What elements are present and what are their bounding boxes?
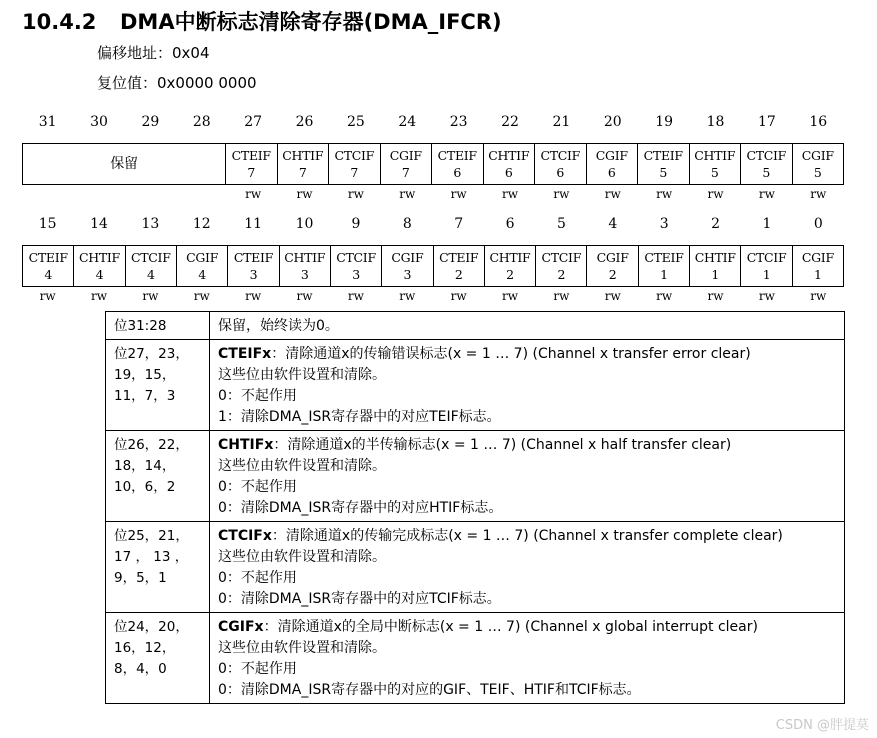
description-text: 这些位由软件设置和清除。 (218, 549, 386, 565)
bit-number: 1 (762, 216, 772, 232)
description-text: 0：不起作用 (218, 479, 297, 495)
table-row (106, 312, 845, 340)
description-line (218, 407, 838, 428)
access-type: rw (553, 187, 570, 201)
register-field (637, 144, 689, 184)
field-name: CGIF (389, 148, 422, 163)
field-channel: 6 (556, 165, 565, 180)
register-field (484, 246, 535, 286)
description-line (218, 365, 838, 386)
description-text: ：清除通道x的传输错误标志(x = 1 … 7) (Channel x transfer error clear) (271, 346, 751, 362)
register-field (125, 246, 176, 286)
description-line (218, 659, 838, 680)
bit-number: 22 (501, 114, 519, 130)
field-channel: 4 (146, 267, 155, 282)
table-row (106, 340, 845, 431)
reserved-field (23, 144, 225, 184)
access-type: rw (810, 289, 827, 303)
bit-number: 30 (90, 114, 108, 130)
field-channel: 5 (659, 165, 668, 180)
access-type: rw (553, 289, 570, 303)
access-type: rw (502, 187, 519, 201)
field-channel: 3 (403, 267, 412, 282)
register-field (483, 144, 535, 184)
reset-value: 复位值：0x0000 0000 (97, 74, 257, 92)
field-name: CHTIF (284, 250, 326, 265)
bit-range: 位27，23， (114, 346, 189, 362)
access-type (73, 187, 124, 201)
description-text: 0：不起作用 (218, 570, 297, 586)
description-line (218, 477, 838, 498)
bit-number: 16 (809, 114, 828, 130)
access-type: rw (399, 289, 416, 303)
access-type: rw (604, 187, 621, 201)
bit-number: 2 (711, 216, 721, 232)
access-type: rw (758, 289, 775, 303)
description-line (218, 638, 838, 659)
field-name: CTEIF (439, 250, 479, 265)
field-channel: 5 (813, 165, 822, 180)
description-line (218, 547, 838, 568)
bit-range: 位24，20， (114, 619, 189, 635)
bit-range: 19，15， (114, 367, 176, 383)
field-name: CTEIF (231, 148, 271, 163)
bottom-access-row (22, 289, 844, 303)
access-type: rw (810, 187, 827, 201)
bit-range: 9，5，1 (114, 570, 167, 586)
bit-range: 8，4，0 (114, 661, 167, 677)
description-cell (210, 340, 845, 431)
description-line (218, 498, 838, 519)
field-channel: 7 (298, 165, 307, 180)
field-name: CTEIF (233, 250, 273, 265)
register-field (279, 246, 330, 286)
bit-number: 25 (347, 114, 365, 130)
field-channel: 4 (44, 267, 52, 282)
access-type: rw (707, 187, 724, 201)
access-type: rw (193, 289, 210, 303)
bit-number: 4 (608, 216, 618, 232)
description-cell (210, 312, 845, 340)
register-field (73, 246, 124, 286)
description-cell (210, 613, 845, 704)
register-field (689, 246, 740, 286)
register-field (535, 246, 586, 286)
field-channel: 6 (453, 165, 462, 180)
table-row (106, 522, 845, 613)
bit-number: 0 (813, 216, 823, 232)
register-lower-half (22, 245, 844, 287)
field-name: 保留 (110, 155, 138, 172)
bit-number: 20 (603, 114, 622, 130)
description-line (218, 526, 838, 547)
field-name: CTCIF (746, 148, 787, 163)
field-name: CTEIF (643, 148, 683, 163)
description-cell (210, 522, 845, 613)
bit-number: 23 (449, 114, 468, 130)
description-line (218, 386, 838, 407)
bit-number: 24 (398, 114, 417, 130)
field-channel: 7 (350, 165, 359, 180)
register-field (227, 246, 278, 286)
bit-range-cell (106, 340, 210, 431)
bit-number: 10 (295, 216, 314, 232)
field-name: CGIF (391, 250, 424, 265)
bit-range: 17 ， 13 ， (114, 549, 189, 565)
access-type: rw (656, 289, 673, 303)
register-field (792, 246, 843, 286)
field-name: CTCIF (336, 250, 376, 265)
bit-range: 位26，22， (114, 437, 189, 453)
field-name: CTEIF (28, 250, 68, 265)
description-line (218, 617, 838, 638)
description-text: 0：不起作用 (218, 388, 297, 404)
access-type: rw (399, 187, 416, 201)
field-name: CTCIF (334, 148, 375, 163)
register-field (380, 144, 432, 184)
bit-range: 位31:28 (114, 318, 167, 334)
field-channel: 2 (506, 267, 514, 282)
description-text: ：清除通道x的半传输标志(x = 1 … 7) (Channel x half transfer clear) (273, 437, 732, 453)
access-type: rw (604, 289, 621, 303)
bit-range: 11，7，3 (114, 388, 176, 404)
register-field (381, 246, 432, 286)
description-text: 0：清除DMA_ISR寄存器中的对应HTIF标志。 (218, 500, 503, 516)
field-name: CGIF (801, 250, 834, 265)
description-text: 这些位由软件设置和清除。 (218, 458, 386, 474)
description-line (218, 456, 838, 477)
register-field (689, 144, 741, 184)
access-type: rw (502, 289, 519, 303)
register-field (23, 246, 73, 286)
bit-number: 9 (351, 216, 361, 232)
field-channel: 1 (762, 267, 771, 282)
bit-number: 7 (454, 216, 464, 232)
access-type: rw (450, 187, 467, 201)
bit-number: 19 (655, 114, 674, 130)
field-channel: 3 (352, 267, 360, 282)
register-field (586, 246, 637, 286)
access-type: rw (91, 289, 108, 303)
access-type: rw (296, 289, 313, 303)
bit-number: 18 (706, 114, 725, 130)
access-type: rw (347, 187, 364, 201)
register-field (792, 144, 844, 184)
register-field (638, 246, 689, 286)
bit-number: 11 (244, 216, 263, 232)
access-type: rw (245, 187, 262, 201)
register-field (433, 246, 484, 286)
bit-number: 14 (90, 216, 108, 232)
description-text: 保留，始终读为0。 (218, 318, 339, 334)
field-channel: 6 (607, 165, 616, 180)
field-name: CGIF (595, 148, 628, 163)
field-channel: 2 (454, 267, 463, 282)
access-type: rw (347, 289, 364, 303)
field-label: CTCIFx (218, 528, 272, 544)
watermark: CSDN @胖提莫 (775, 718, 869, 733)
field-channel: 5 (710, 165, 719, 180)
field-channel: 3 (300, 267, 309, 282)
field-name: CTEIF (437, 148, 477, 163)
access-type: rw (707, 289, 724, 303)
section-title: DMA中断标志清除寄存器(DMA_IFCR) (120, 10, 502, 34)
bit-description-table (105, 311, 845, 704)
register-field (740, 246, 791, 286)
bit-range-cell (106, 312, 210, 340)
field-channel: 2 (608, 267, 617, 282)
access-type: rw (245, 289, 262, 303)
bit-range: 18，14， (114, 458, 176, 474)
bit-number: 15 (38, 216, 57, 232)
register-field (176, 246, 227, 286)
register-field (330, 246, 381, 286)
section-heading (22, 6, 502, 36)
description-text: ：清除通道x的传输完成标志(x = 1 … 7) (Channel x transfer complete clear) (271, 528, 783, 544)
access-type: rw (39, 289, 56, 303)
bit-range: 16，12， (114, 640, 176, 656)
field-name: CHTIF (694, 250, 736, 265)
register-upper-half (22, 143, 844, 185)
register-field (740, 144, 792, 184)
table-row (106, 613, 845, 704)
field-name: CTEIF (644, 250, 684, 265)
field-label: CTEIFx (218, 346, 272, 362)
field-channel: 5 (762, 165, 771, 180)
field-name: CTCIF (130, 250, 171, 265)
description-text: ：清除通道x的全局中断标志(x = 1 … 7) (Channel x global interrupt clear) (263, 619, 758, 635)
field-name: CHTIF (488, 148, 530, 163)
top-access-row (22, 187, 844, 201)
bit-number: 28 (192, 114, 211, 130)
bit-number: 31 (38, 114, 57, 130)
bit-range: 位25，21， (114, 528, 189, 544)
access-type: rw (656, 187, 673, 201)
bit-number: 6 (505, 216, 515, 232)
description-line (218, 589, 838, 610)
description-line (218, 435, 838, 456)
access-type: rw (296, 187, 313, 201)
description-text: 0：不起作用 (218, 661, 297, 677)
top-bit-numbers (22, 114, 844, 130)
access-type (176, 187, 227, 201)
description-line (218, 568, 838, 589)
section-number: 10.4.2 (22, 10, 97, 34)
register-field (586, 144, 638, 184)
register-field (328, 144, 380, 184)
field-name: CTCIF (541, 250, 582, 265)
description-line (218, 316, 838, 337)
access-type (125, 187, 176, 201)
table-row (106, 431, 845, 522)
field-name: CTCIF (540, 148, 581, 163)
description-line (218, 680, 838, 701)
field-channel: 7 (247, 165, 256, 180)
field-channel: 2 (557, 267, 566, 282)
bit-range-cell (106, 613, 210, 704)
bit-range-cell (106, 522, 210, 613)
field-channel: 4 (95, 267, 104, 282)
bit-range: 10，6，2 (114, 479, 176, 495)
field-label: CHTIFx (218, 437, 274, 453)
access-type (22, 187, 73, 201)
field-name: CTCIF (746, 250, 787, 265)
register-field (431, 144, 483, 184)
description-cell (210, 431, 845, 522)
bit-number: 13 (141, 216, 160, 232)
field-channel: 7 (401, 165, 410, 180)
bit-number: 17 (758, 114, 776, 130)
register-field (225, 144, 277, 184)
field-name: CGIF (596, 250, 629, 265)
bit-range-cell (106, 431, 210, 522)
field-label: CGIFx (218, 619, 264, 635)
register-field (277, 144, 329, 184)
bit-number: 27 (244, 114, 263, 130)
access-type: rw (450, 289, 467, 303)
field-channel: 6 (504, 165, 513, 180)
description-text: 这些位由软件设置和清除。 (218, 640, 386, 656)
offset-address: 偏移地址：0x04 (97, 44, 210, 62)
bit-number: 5 (556, 216, 566, 232)
description-text: 0：清除DMA_ISR寄存器中的对应的GIF、TEIF、HTIF和TCIF标志。 (218, 682, 641, 698)
field-channel: 1 (711, 267, 720, 282)
description-line (218, 344, 838, 365)
bottom-bit-numbers (22, 216, 844, 232)
bit-number: 29 (141, 114, 160, 130)
field-channel: 1 (660, 267, 668, 282)
bit-number: 8 (402, 216, 412, 232)
field-name: CGIF (801, 148, 834, 163)
access-type: rw (142, 289, 159, 303)
field-channel: 1 (814, 267, 822, 282)
register-field (534, 144, 586, 184)
access-type: rw (758, 187, 775, 201)
field-name: CHTIF (694, 148, 736, 163)
field-name: CHTIF (489, 250, 531, 265)
field-channel: 4 (198, 267, 206, 282)
description-text: 1：清除DMA_ISR寄存器中的对应TEIF标志。 (218, 409, 501, 425)
description-text: 0：清除DMA_ISR寄存器中的对应TCIF标志。 (218, 591, 501, 607)
field-name: CHTIF (79, 250, 120, 265)
field-name: CGIF (186, 250, 219, 265)
bit-number: 26 (295, 114, 314, 130)
bit-number: 21 (552, 114, 571, 130)
bit-number: 3 (659, 216, 669, 232)
field-channel: 3 (249, 267, 258, 282)
bit-number: 12 (192, 216, 211, 232)
description-text: 这些位由软件设置和清除。 (218, 367, 386, 383)
field-name: CHTIF (282, 148, 324, 163)
